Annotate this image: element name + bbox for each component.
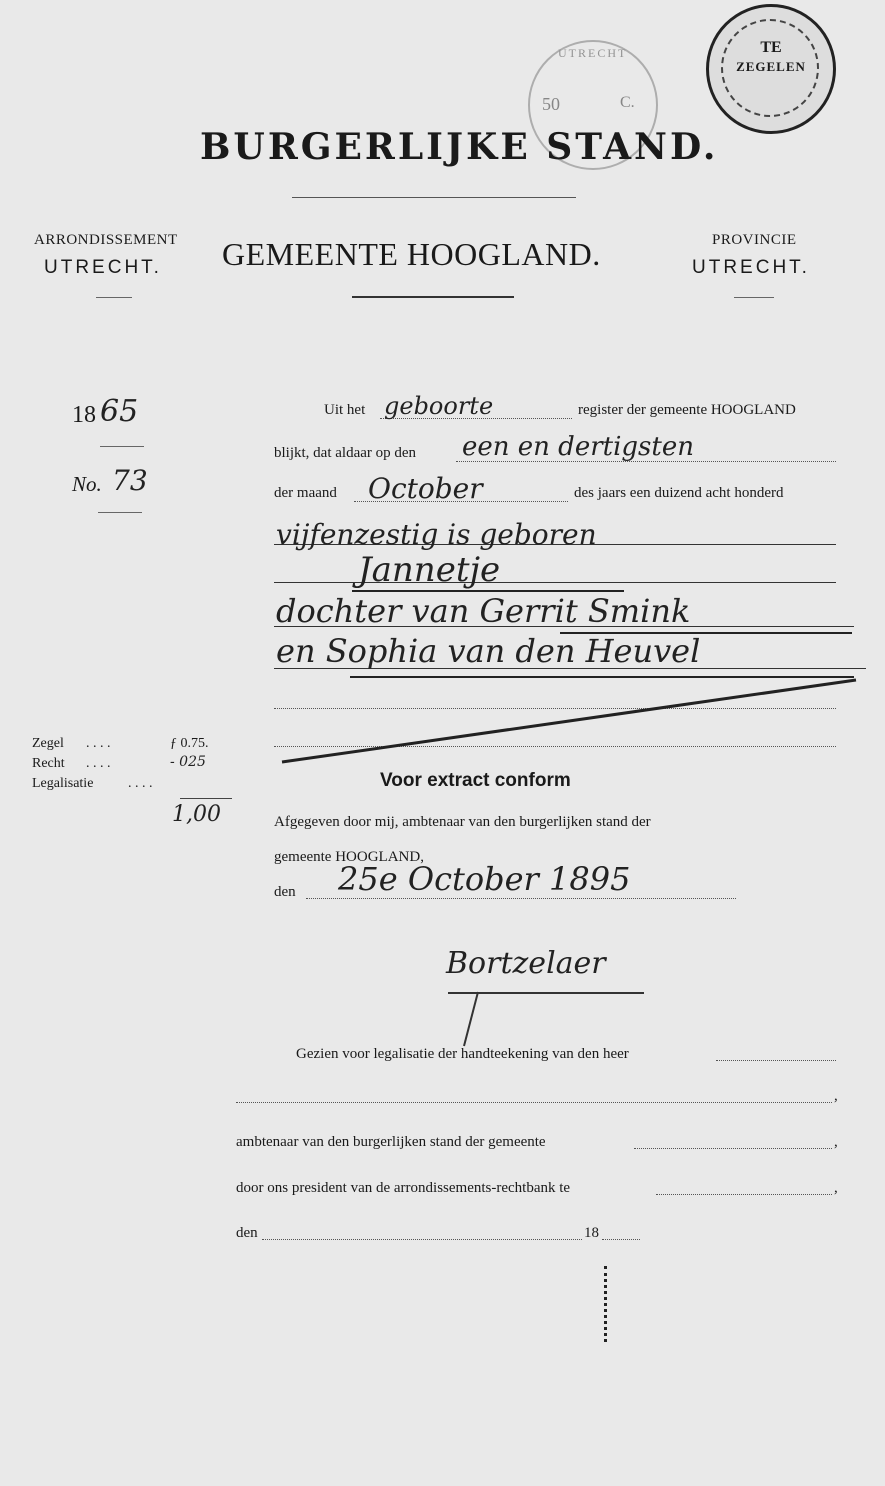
legalisation-line4-dots <box>656 1194 832 1195</box>
year-handwritten: 65 <box>100 394 139 429</box>
fee-legalisatie-label: Legalisatie <box>32 776 94 791</box>
conform-heading: Voor extract conform <box>380 770 571 791</box>
extract-line6-hand: dochter van Gerrit Smink <box>276 592 691 630</box>
number-label: No. <box>72 472 102 496</box>
extract-line1-a: Uit het <box>324 402 366 418</box>
municipality-title: GEMEENTE HOOGLAND. <box>222 236 601 272</box>
extract-line2-a: blijkt, dat aldaar op den <box>274 445 417 461</box>
legalisation-line4: door ons president van de arrondissements-rechtbank te <box>236 1180 571 1196</box>
province-label: PROVINCIE <box>712 232 797 248</box>
legalisation-line2-dots <box>236 1102 832 1103</box>
legalisation-line3: ambtenaar van den burgerlijken stand der gemeente <box>236 1134 546 1150</box>
number-handwritten: 73 <box>112 464 148 497</box>
extract-line2-hand: een en dertigsten <box>462 432 694 462</box>
legalisation-date-dots <box>262 1239 582 1240</box>
fee-total-handwritten: 1,00 <box>172 802 221 827</box>
punch-marks <box>604 1266 611 1342</box>
legalisation-line3-dots <box>634 1148 832 1149</box>
extract-line7-hand: en Sophia van den Heuvel <box>276 632 701 670</box>
legalisation-line3-end: , <box>834 1134 838 1150</box>
arrondissement-value: UTRECHT. <box>44 257 162 278</box>
tax-stamp-value: 50 <box>542 94 560 114</box>
extract-line4-hand: vijfenzestig is geboren <box>276 518 597 551</box>
extract-line1-b: register der gemeente HOOGLAND <box>578 402 796 418</box>
fee-legalisatie-dots: . . . . <box>128 776 153 791</box>
extract-line5-hand: Jannetje <box>358 550 501 590</box>
page-title: BURGERLIJKE STAND. <box>200 126 719 168</box>
official-signature: Bortzelaer <box>446 946 606 981</box>
legalisation-date-label: den <box>236 1225 258 1241</box>
fee-zegel-value: ƒ 0.75. <box>170 736 209 751</box>
legalisation-line4-end: , <box>834 1180 838 1196</box>
legalisation-line1: Gezien voor legalisatie der handteekening van den heer <box>296 1046 629 1062</box>
issued-date-label: den <box>274 884 296 900</box>
fee-recht-dots: . . . . <box>86 756 111 771</box>
legalisation-line2-end: , <box>834 1088 838 1104</box>
issued-line-b: gemeente HOOGLAND, <box>274 849 424 865</box>
fee-recht-label: Recht <box>32 756 65 771</box>
legalisation-year-dots <box>602 1239 640 1240</box>
extract-line3-a: der maand <box>274 485 337 501</box>
fee-zegel-dots: . . . . <box>86 736 111 751</box>
extract-line3-hand: October <box>368 472 483 505</box>
tax-stamp-top: UTRECHT <box>558 46 628 60</box>
seal-text-te: TE <box>760 39 782 56</box>
issued-line-a: Afgegeven door mij, ambtenaar van den burgerlijken stand der <box>274 814 651 830</box>
seal-text-zegelen: ZEGELEN <box>736 59 806 74</box>
issued-date-hand: 25e October 1895 <box>338 860 631 898</box>
year-prefix: 18 <box>72 402 96 428</box>
legalisation-line1-dots <box>716 1060 836 1061</box>
province-value: UTRECHT. <box>692 257 810 278</box>
extract-line1-hand: geboorte <box>384 392 494 420</box>
legalisation-year: 18 <box>584 1225 599 1241</box>
arrondissement-label: ARRONDISSEMENT <box>34 232 178 248</box>
fee-recht-value: - 025 <box>170 754 206 770</box>
fee-zegel-label: Zegel <box>32 736 64 751</box>
tax-stamp-unit: C. <box>620 94 635 111</box>
extract-line3-b: des jaars een duizend acht honderd <box>574 485 784 501</box>
